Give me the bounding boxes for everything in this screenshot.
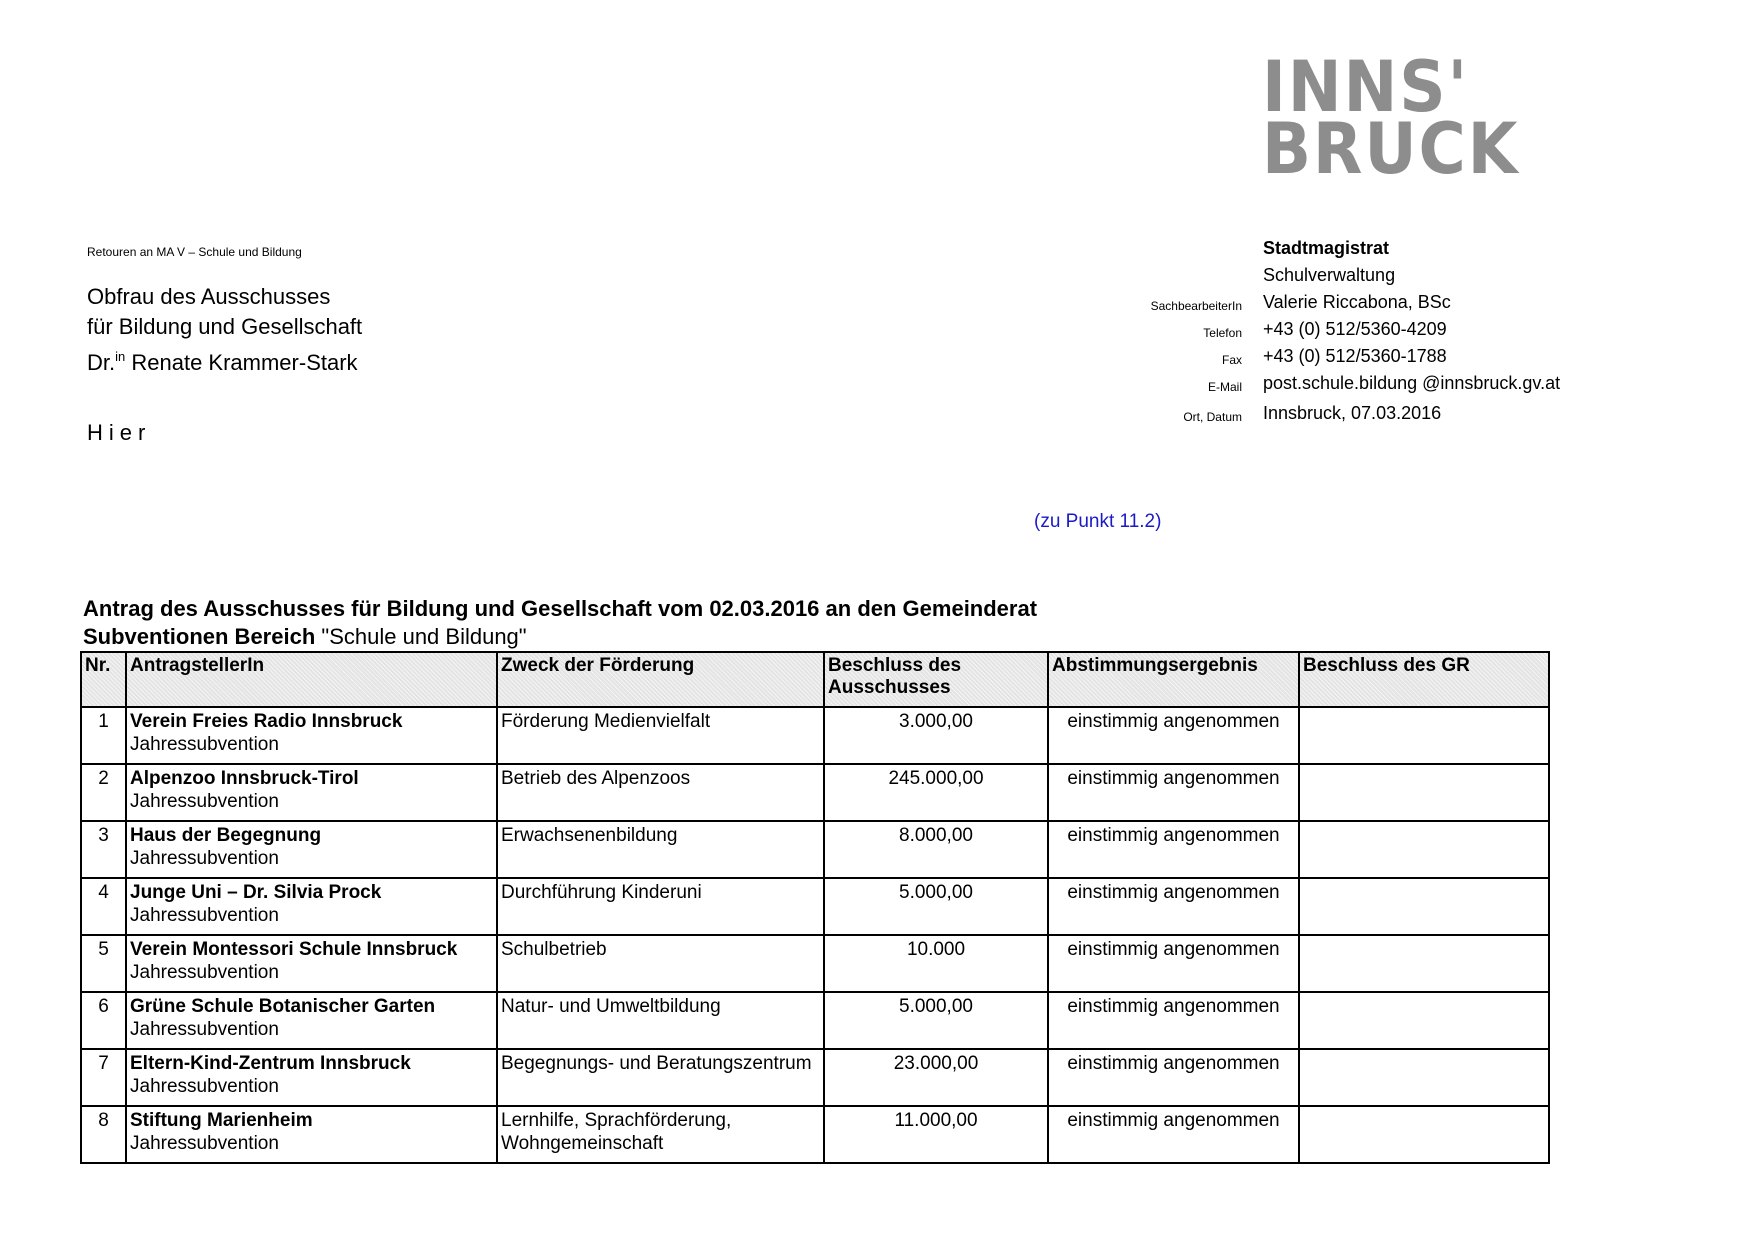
recipient-address (87, 282, 362, 378)
header-nr: Nr. (81, 652, 126, 707)
applicant-type: Jahressubvention (130, 1133, 279, 1154)
cell-nr: 4 (81, 878, 126, 935)
info-value-phone: +43 (0) 512/5360-4209 (1263, 319, 1447, 339)
info-label-phone: Telefon (1203, 326, 1242, 340)
cell-result: einstimmig angenommen (1048, 764, 1299, 821)
header-vote-result: Abstimmungsergebnis (1048, 652, 1299, 707)
table-row (81, 935, 1549, 992)
cell-nr: 2 (81, 764, 126, 821)
cell-applicant (126, 821, 497, 878)
cell-applicant (126, 935, 497, 992)
info-label-fax: Fax (1221, 353, 1242, 367)
info-value-date: Innsbruck, 07.03.2016 (1263, 403, 1442, 423)
cell-council-decision (1299, 821, 1549, 878)
cell-applicant (126, 764, 497, 821)
table-row (81, 878, 1549, 935)
applicant-type: Jahressubvention (130, 848, 279, 869)
table-row (81, 1106, 1549, 1163)
applicant-type: Jahressubvention (130, 905, 279, 926)
cell-applicant (126, 878, 497, 935)
cell-applicant (126, 992, 497, 1049)
subtitle-rest: "Schule und Bildung" (315, 624, 527, 649)
applicant-name: Stiftung Marienheim (130, 1110, 313, 1131)
cell-amount: 8.000,00 (824, 821, 1048, 878)
cell-result: einstimmig angenommen (1048, 707, 1299, 764)
table-header-row (81, 652, 1549, 707)
cell-nr: 8 (81, 1106, 126, 1163)
cell-amount: 10.000 (824, 935, 1048, 992)
agenda-reference: (zu Punkt 11.2) (1034, 511, 1162, 532)
cell-applicant (126, 1049, 497, 1106)
applicant-type: Jahressubvention (130, 734, 279, 755)
subsidy-table (80, 651, 1550, 1164)
table-row (81, 707, 1549, 764)
recipient-name: Renate Krammer-Stark (125, 350, 358, 375)
info-value-fax: +43 (0) 512/5360-1788 (1263, 346, 1447, 366)
document-title: Antrag des Ausschusses für Bildung und Gesellschaft vom 02.03.2016 an den Gemeinderat (83, 596, 1038, 621)
cell-purpose: Schulbetrieb (497, 935, 824, 992)
table-row (81, 821, 1549, 878)
cell-nr: 6 (81, 992, 126, 1049)
cell-purpose: Förderung Medienvielfalt (497, 707, 824, 764)
cell-council-decision (1299, 707, 1549, 764)
cell-purpose: Natur- und Umweltbildung (497, 992, 824, 1049)
recipient-title-sup: in (115, 349, 126, 364)
subtitle-bold: Subventionen Bereich (83, 624, 316, 649)
cell-nr: 7 (81, 1049, 126, 1106)
cell-amount: 5.000,00 (824, 992, 1048, 1049)
info-value-email: post.schule.bildung @innsbruck.gv.at (1263, 373, 1561, 393)
table-row (81, 764, 1549, 821)
cell-council-decision (1299, 935, 1549, 992)
cell-council-decision (1299, 1106, 1549, 1163)
cell-nr: 5 (81, 935, 126, 992)
cell-council-decision (1299, 878, 1549, 935)
cell-result: einstimmig angenommen (1048, 1049, 1299, 1106)
cell-amount: 5.000,00 (824, 878, 1048, 935)
recipient-name-line (87, 342, 362, 378)
cell-amount: 245.000,00 (824, 764, 1048, 821)
cell-council-decision (1299, 764, 1549, 821)
header-applicant: AntragstellerIn (126, 652, 497, 707)
info-label-date: Ort, Datum (1183, 410, 1242, 424)
info-label-email: E-Mail (1207, 380, 1242, 394)
cell-applicant (126, 707, 497, 764)
sender-department: Schulverwaltung (1263, 265, 1396, 285)
cell-purpose: Erwachsenenbildung (497, 821, 824, 878)
cell-result: einstimmig angenommen (1048, 821, 1299, 878)
return-address: Retouren an MA V – Schule und Bildung (87, 245, 302, 259)
info-label-clerk: SachbearbeiterIn (1150, 299, 1242, 313)
recipient-title: Dr. (87, 350, 116, 375)
cell-result: einstimmig angenommen (1048, 878, 1299, 935)
cell-purpose: Lernhilfe, Sprachförderung, Wohngemeinschaft (497, 1106, 824, 1163)
cell-applicant (126, 1106, 497, 1163)
cell-amount: 11.000,00 (824, 1106, 1048, 1163)
cell-nr: 1 (81, 707, 126, 764)
recipient-line-2: für Bildung und Gesellschaft (87, 314, 363, 339)
applicant-name: Verein Freies Radio Innsbruck (130, 711, 403, 732)
cell-result: einstimmig angenommen (1048, 992, 1299, 1049)
applicant-type: Jahressubvention (130, 791, 279, 812)
sender-office: Stadtmagistrat (1263, 238, 1390, 258)
header-committee-decision: Beschluss des Ausschusses (824, 652, 1048, 707)
recipient-line-1: Obfrau des Ausschusses (87, 284, 331, 309)
cell-purpose: Durchführung Kinderuni (497, 878, 824, 935)
table-row (81, 1049, 1549, 1106)
applicant-name: Junge Uni – Dr. Silvia Prock (130, 882, 382, 903)
cell-council-decision (1299, 1049, 1549, 1106)
cell-result: einstimmig angenommen (1048, 1106, 1299, 1163)
cell-council-decision (1299, 992, 1549, 1049)
cell-purpose: Betrieb des Alpenzoos (497, 764, 824, 821)
cell-amount: 23.000,00 (824, 1049, 1048, 1106)
logo-line-2: BRUCK (1262, 108, 1520, 190)
cell-purpose: Begegnungs- und Beratungszentrum (497, 1049, 824, 1106)
header-purpose: Zweck der Förderung (497, 652, 824, 707)
cell-amount: 3.000,00 (824, 707, 1048, 764)
cell-nr: 3 (81, 821, 126, 878)
applicant-name: Grüne Schule Botanischer Garten (130, 996, 436, 1017)
logo-line-1: INNS' (1262, 46, 1470, 128)
applicant-type: Jahressubvention (130, 1019, 279, 1040)
innsbruck-logo (1262, 46, 1542, 190)
applicant-type: Jahressubvention (130, 1076, 279, 1097)
cell-result: einstimmig angenommen (1048, 935, 1299, 992)
applicant-name: Alpenzoo Innsbruck-Tirol (130, 768, 359, 789)
applicant-name: Verein Montessori Schule Innsbruck (130, 939, 458, 960)
applicant-type: Jahressubvention (130, 962, 279, 983)
header-council-decision: Beschluss des GR (1299, 652, 1549, 707)
info-value-clerk: Valerie Riccabona, BSc (1263, 292, 1451, 312)
applicant-name: Eltern-Kind-Zentrum Innsbruck (130, 1053, 411, 1074)
table-row (81, 992, 1549, 1049)
applicant-name: Haus der Begegnung (130, 825, 322, 846)
document-subtitle (83, 624, 527, 650)
recipient-hier: Hier (87, 420, 152, 445)
